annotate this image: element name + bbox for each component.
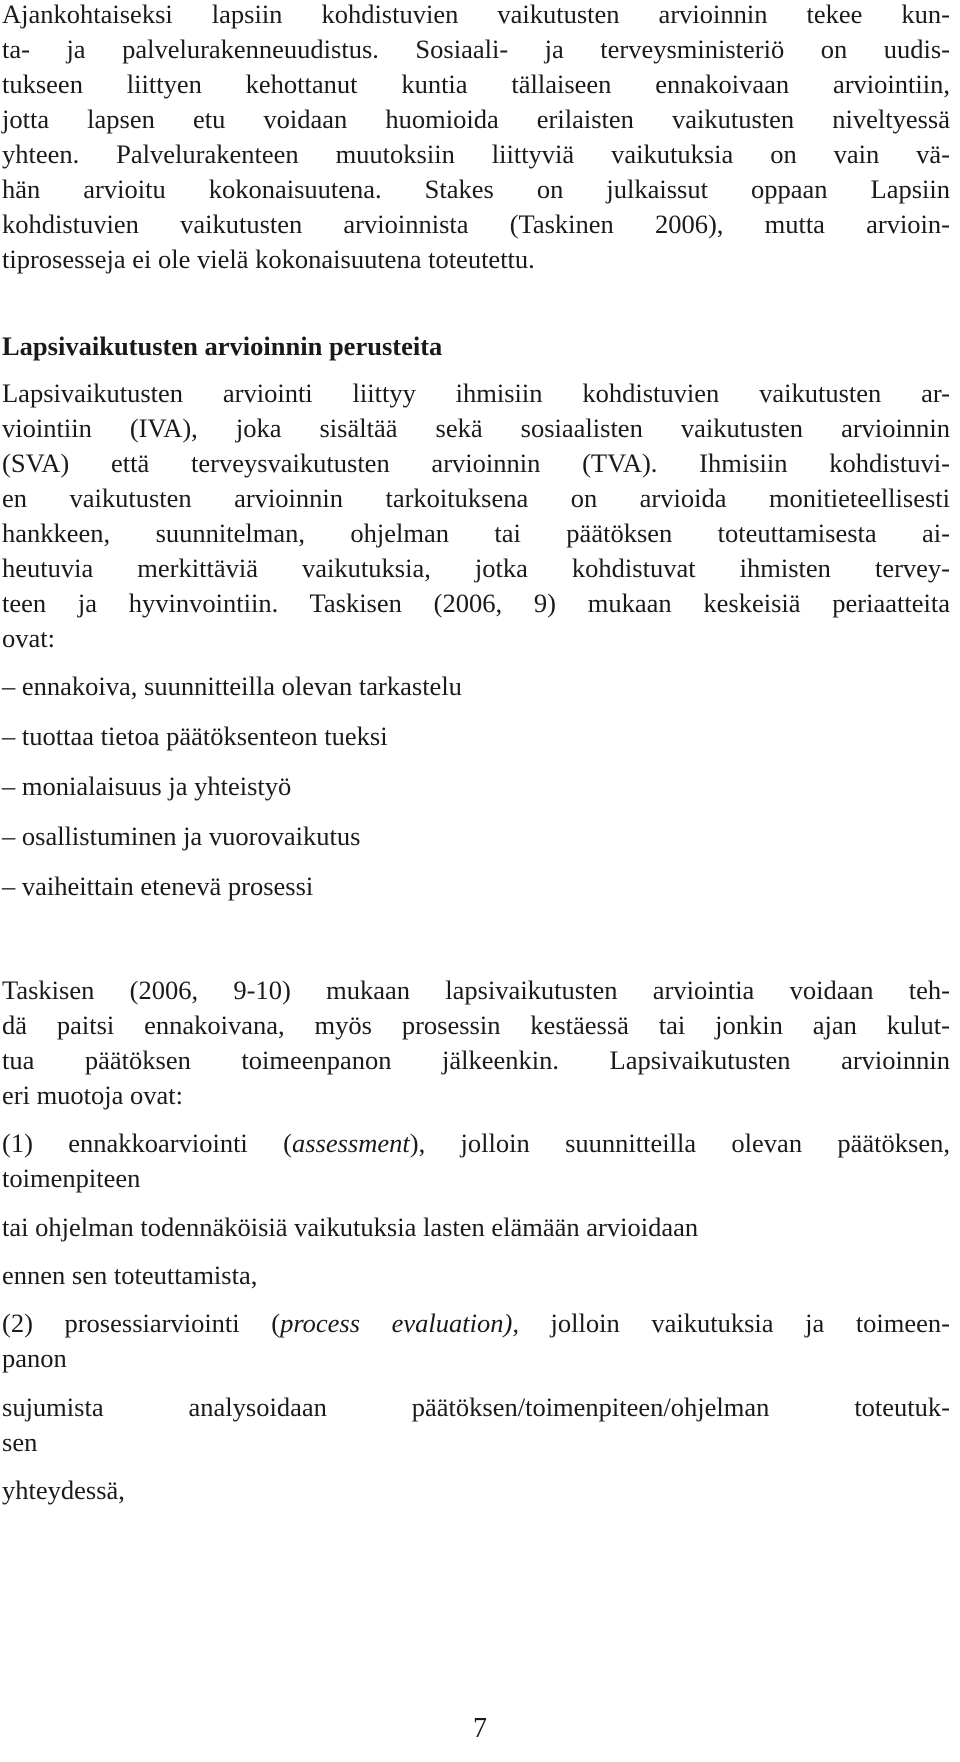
- text-line: tiprosesseja ei ole vielä kokonaisuutena toteutettu.: [2, 244, 535, 274]
- item-prefix: (2) prosessiarviointi (: [2, 1308, 281, 1338]
- text-line: kohdistuvien vaikutusten arvioinnista (Taskinen 2006), mutta arvioin-: [2, 209, 950, 239]
- text-line: ta- ja palvelurakenneuudistus. Sosiaali- ja terveysministeriö on uudis-: [2, 34, 950, 64]
- text-line: ennen sen toteuttamista,: [2, 1260, 258, 1290]
- text-line: panon: [2, 1343, 67, 1373]
- text-line: tua päätöksen toimeenpanon jälkeenkin. Lapsivaikutusten arvioinnin: [2, 1045, 950, 1075]
- item-text: jolloin vaikutuksia ja toimeen-: [518, 1308, 951, 1338]
- section-heading: Lapsivaikutusten arvioinnin perusteita: [2, 331, 443, 361]
- list-item: – osallistuminen ja vuorovaikutus: [2, 821, 361, 851]
- text-line: eri muotoja ovat:: [2, 1080, 184, 1110]
- list-item: – tuottaa tietoa päätöksenteon tueksi: [2, 721, 388, 751]
- item-text: ), jolloin suunnitteilla olevan päätöksen,: [409, 1128, 950, 1158]
- text-line: teen ja hyvinvointiin. Taskisen (2006, 9) mukaan keskeisiä periaatteita: [2, 588, 950, 618]
- text-line: [2, 1126, 950, 1160]
- text-line: sen: [2, 1427, 38, 1457]
- text-line: Taskisen (2006, 9-10) mukaan lapsivaikutusten arviointia voidaan teh-: [2, 975, 950, 1005]
- list-item: – ennakoiva, suunnitteilla olevan tarkastelu: [2, 671, 462, 701]
- text-line: ovat:: [2, 623, 55, 653]
- text-line: hankkeen, suunnitelman, ohjelman tai päätöksen toteuttamisesta ai-: [2, 518, 950, 548]
- list-item: – monialaisuus ja yhteistyö: [2, 771, 292, 801]
- text-line: heutuvia merkittäviä vaikutuksia, jotka kohdistuvat ihmisten tervey-: [2, 553, 950, 583]
- text-line: [2, 1306, 950, 1340]
- text-line: tukseen liittyen kehottanut kuntia tällaiseen ennakoivaan arviointiin,: [2, 69, 950, 99]
- text-line: en vaikutusten arvioinnin tarkoituksena on arvioida monitieteellisesti: [2, 483, 950, 513]
- text-line: hän arvioitu kokonaisuutena. Stakes on julkaissut oppaan Lapsiin: [2, 174, 950, 204]
- text-line: tai ohjelman todennäköisiä vaikutuksia lasten elämään arvioidaan: [2, 1212, 699, 1242]
- text-line: toimenpiteen: [2, 1163, 141, 1193]
- text-line: dä paitsi ennakoivana, myös prosessin kestäessä tai jonkin ajan kulut-: [2, 1010, 950, 1040]
- text-line: Ajankohtaiseksi lapsiin kohdistuvien vaikutusten arvioinnin tekee kun-: [2, 0, 950, 29]
- text-line: jotta lapsen etu voidaan huomioida erilaisten vaikutusten niveltyessä: [2, 104, 950, 134]
- text-line: sujumista analysoidaan päätöksen/toimenpiteen/ohjelman toteutuk-: [2, 1392, 950, 1422]
- english-term: assessment: [291, 1128, 410, 1158]
- page-number: 7: [473, 1713, 487, 1744]
- text-line: Lapsivaikutusten arviointi liittyy ihmisiin kohdistuvien vaikutusten ar-: [2, 378, 950, 408]
- text-line: viointiin (IVA), joka sisältää sekä sosiaalisten vaikutusten arvioinnin: [2, 413, 950, 443]
- english-term: process evaluation),: [280, 1308, 519, 1338]
- list-item: – vaiheittain etenevä prosessi: [2, 871, 314, 901]
- text-line: yhteydessä,: [2, 1475, 125, 1505]
- text-line: yhteen. Palvelurakenteen muutoksiin liittyviä vaikutuksia on vain vä-: [2, 139, 950, 169]
- item-prefix: (1) ennakkoarviointi (: [2, 1128, 292, 1158]
- text-line: (SVA) että terveysvaikutusten arvioinnin (TVA). Ihmisiin kohdistuvi-: [2, 448, 950, 478]
